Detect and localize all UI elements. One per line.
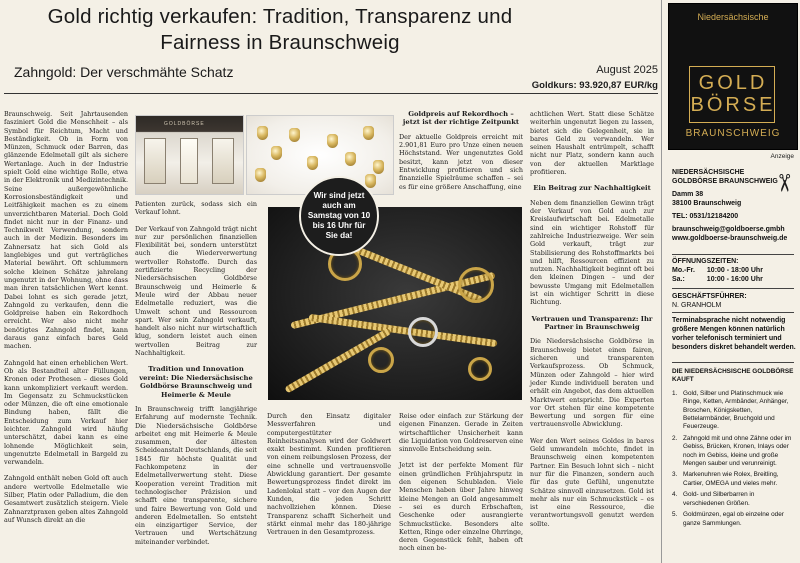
paragraph: Neben dem finanziellen Gewinn trägt der Verkauf von Gold auch zur Kreislaufwirtschaft bei. Edelmetalle sind ein wichtiger Rohstoff für zahlreiche Industriezweige. Wer sein Gold verkauft, trägt zur Stabilisierung des Rohstoffmarkts bei und hilft, Ressourcen effizient zu nutzen. Nachhaltigkeit beginnt oft bei den kleinen Dingen – und der bewusste Umgang mit Edelmetallen ist ein wichtiger Schritt in diese Richtung.	[530, 198, 654, 307]
hours-saturday-label: Sa.:	[672, 276, 685, 283]
hours-weekday-label: Mo.-Fr.	[672, 267, 695, 274]
article-column-6	[399, 412, 523, 561]
gold-price: Goldkurs: 93.920,87 EUR/kg	[531, 80, 658, 91]
paragraph: In Braunschweig trifft langjährige Erfahrung auf modernste Technik. Die Niedersächsische Goldbörse arbeitet eng mit Heimerle & Meule zusammen, der ältesten Scheideanstalt Deutschlands, die seit 1845 für höchste Qualität und Fachkompetenz in der Edelmetallverwertung steht. Diese Kooperation vereint Tradition mit technologischer Präzision und schafft eine transparente, sichere und faire Bewertung von Gold und anderen Edelmetallen. So entsteht ein einzigartiger Service, der Vertrauen und Wertschätzung miteinander verbindet.	[135, 404, 257, 546]
company-name-line1: NIEDERSÄCHSISCHE	[672, 169, 745, 176]
gold-tooth	[365, 174, 376, 188]
paragraph: Braunschweig. Seit Jahrtausenden fasziniert Gold die Menschheit – als Symbol für Reichtum, Macht und Beständigkeit. Ob in Form von Münzen, Schmuck oder Barren, das glänzende Edelmetall gilt als sichere Wertanlage. Auch in der Industrie spielt Gold eine wichtige Rolle, etwa in der Elektronik und Medizintechnik. Seine außergewöhnliche Korrosionsbeständigkeit und Leitfähigkeit machen es zu einem unverzichtbaren Material. Doch Gold findet nicht nur in der Finanz- und Technikwelt Verwendung, sondern auch in der Medizin. Besonders im Zahnersatz hat sich Gold als langlebiges und gut verträgliches Material bewährt. Oft schlummern solche kleinen Schätze jahrelang ungenutzt in der Wohnung, ohne dass man ihren tatsächlichen Wert kennt. Dabei lohnt es sich gerade jetzt, Zahngold zu verkaufen, denn die Goldpreise haben ein Rekordhoch erreicht. Wer also nicht mehr benötigtes Zahngold findet, kann daraus ganz einfach bares Geld machen.	[4, 110, 128, 351]
gf-name: N. GRANHOLM	[672, 302, 722, 309]
gold-tooth	[363, 126, 374, 140]
paragraph: Zahngold hat einen erheblichen Wert. Ob als Bestandteil alter Füllungen, Kronen oder Prothesen – dieses Gold kann unkompliziert verkauft werden. Im Gegensatz zu Schmuckstücken oder Münzen, die oft eine emotionale Bindung haben, fällt die Entscheidung zum Verkauf hier leichter. Zahngold wird häufig unterschätzt, dabei kann es eine lohnende Möglichkeit sein, ungenutzte Edelmetall in Bargeld zu verwandeln.	[4, 358, 128, 467]
column-divider	[661, 0, 662, 563]
gold-ring	[368, 347, 394, 373]
shop-window	[212, 138, 234, 184]
silver-ring	[408, 317, 438, 347]
logo-word-gold: GOLD	[698, 72, 768, 94]
gold-tooth	[289, 128, 300, 142]
appointment-note: Terminabsprache nicht notwendig größere Mengen können natürlich vorher telefonisch terminiert und besonders diskret behandelt werden.	[672, 317, 796, 351]
paragraph: Reise oder einfach zur Stärkung der eigenen Finanzen. Gerade in Zeiten wirtschaftlicher Unsicherheit kann die Liquidation von Goldreserven eine sinnvolle Entscheidung sein.	[399, 412, 523, 454]
paragraph: Wer den Wert seines Goldes in bares Geld umwandeln möchte, findet in Braunschweig einen kompetenten Partner. Ein Besuch lohnt sich – nicht nur für die Finanzen, sondern auch für das gute Gefühl, ungenutzte Schätze sinnvoll einzusetzen. Gold ist mehr als nur ein Schmuckstück – es ist eine Ressource, die verantwortungsvoll genutzt werden sollte.	[530, 436, 654, 528]
ad-divider	[672, 312, 794, 313]
logo-top-text: Niedersächsische	[697, 12, 769, 22]
header-rule	[4, 93, 658, 94]
subheadline: Zahngold: Der verschmähte Schatz	[14, 64, 234, 80]
item-text: Gold, Silber und Platinschmuck wie Ringe, Ketten, Armbänder, Anhänger, Broschen, Königsketten, Bettelarmbänder, Bruchgold und Feuerzeuge.	[683, 389, 789, 431]
buying-items	[672, 390, 796, 528]
city: 38100 Braunschweig	[672, 200, 742, 207]
logo-gold	[669, 72, 797, 116]
opening-hours	[672, 257, 796, 284]
item-number: 5.	[672, 511, 678, 519]
gold-tooth	[307, 156, 318, 170]
section-heading: Tradition und Innovation vereint: Die Niedersächsische Goldbörse Braunschweig und Heimerle & Meule	[139, 365, 253, 399]
paragraph: Zahngold enthält neben Gold oft auch andere wertvolle Edelmetalle wie Silber, Platin oder Palladium, die den Gesamtwert zusätzlich steigern. Viele Zahnarztpraxen geben altes Zahngold auf Wunsch direkt an die	[4, 474, 128, 524]
paragraph: Der Verkauf von Zahngold trägt nicht nur zur persönlichen finanziellen Flexibilität bei, sondern unterstützt auch die Wiederverwertung wertvoller Rohstoffe. Durch das zertifizierte Recycling der Niedersächsischen Goldbörse Braunschweig und Heimerle & Meule wird der Abbau neuer Edelmetalle reduziert, was die Umwelt schont und Ressourcen spart. Wer sein Zahngold verkauft, handelt also nicht nur wirtschaftlich klug, sondern leistet auch einen wertvollen Beitrag zur Nachhaltigkeit.	[135, 224, 257, 358]
ad-divider	[672, 254, 794, 255]
gold-tooth	[345, 152, 356, 166]
hours-saturday: 10:00 - 16:00 Uhr	[706, 276, 763, 283]
item-number: 2.	[672, 434, 678, 442]
item-number: 4.	[672, 491, 678, 499]
buying-title: DIE NIEDERSÄCHSISCHE GOLDBÖRSE KAUFT	[672, 368, 794, 384]
paragraph: achtlichen Wert. Statt diese Schätze weiterhin ungenutzt liegen zu lassen, bietet sich die Gelegenheit, sie in bares Geld zu verwandeln. Wer seinen Haushalt entrümpelt, schafft nicht nur Platz, sondern kann auch von der aktuellen Marktlage profitieren.	[530, 110, 654, 177]
company-name-line2: GOLDBÖRSE BRAUNSCHWEIG	[672, 178, 778, 185]
hours-saturday-row	[672, 275, 796, 284]
hours-weekday-row	[672, 266, 796, 275]
shop-front-photo	[135, 115, 244, 195]
ad-company	[672, 168, 796, 243]
managing-director	[672, 292, 796, 310]
gold-tooth	[271, 146, 282, 160]
website-link[interactable]: www.goldboerse-braunschweig.de	[672, 235, 788, 242]
paragraph: Der aktuelle Goldpreis erreicht mit 2.901,81 Euro pro Unze einen neuen Höchststand. Wer ungenutztes Gold besitzt, kann jetzt von dieser Entwicklung profitieren und sich finanzielle Spielräume schaffen – sei es für eine größere Anschaffung, eine	[399, 132, 523, 191]
shop-door	[180, 138, 198, 184]
article-column-1	[4, 110, 128, 532]
street: Damm 38	[672, 191, 704, 198]
gold-ring	[468, 357, 492, 381]
section-heading: Ein Beitrag zur Nachhaltigkeit	[533, 184, 651, 193]
headline-line-2: Fairness in Braunschweig	[160, 31, 400, 54]
ad-divider	[672, 288, 794, 289]
logo-city: BRAUNSCHWEIG	[685, 128, 781, 139]
item-text: Zahngold mit und ohne Zähne oder im Gebiss, Brücken, Kronen, Inlays oder noch im Gebiss, kleine und große Mengen sauber und verunreinigt.	[683, 434, 792, 468]
gold-tooth	[257, 126, 268, 140]
list-item	[672, 491, 796, 508]
gold-tooth	[255, 168, 266, 182]
item-text: Markenuhren wie Rolex, Breitling, Cartier, OMEGA und vieles mehr.	[683, 471, 779, 487]
gold-tooth	[327, 134, 338, 148]
badge-text: Wir sind jetzt auch am Samstag von 10 bis 16 Uhr für Sie da!	[307, 191, 371, 240]
logo-word-boerse: BÖRSE	[690, 94, 776, 116]
issue-date: August 2025	[596, 64, 658, 76]
section-heading: Goldpreis auf Rekordhoch – jetzt ist der richtige Zeitpunkt	[402, 110, 520, 127]
shop-sign: GOLDBÖRSE	[164, 121, 205, 127]
gold-chain	[308, 314, 497, 347]
phone[interactable]: TEL: 0531/12184200	[672, 213, 739, 220]
article-column-5	[267, 412, 391, 544]
gold-tooth	[373, 160, 384, 174]
list-item	[672, 511, 796, 528]
paragraph: Durch den Einsatz digitaler Messverfahren und computergestützter Reinheitsanalysen wird der Goldwert exakt bestimmt. Kunden profitieren von einem reibungslosen Prozess, der eine schnelle und vertrauensvolle Abwicklung garantiert. Der gesamte Bewertungsprozess findet direkt im Ladenlokal statt – vor den Augen der Kunden, die jeden Schritt nachvollziehen können. Diese Transparenz schafft Sicherheit und stärkt einmal mehr das 180-jährige Vertrauen in den Gesamtprozess.	[267, 412, 391, 537]
shop-window	[144, 138, 166, 184]
gf-title: GESCHÄFTSFÜHRER:	[672, 293, 747, 300]
list-item	[672, 390, 796, 432]
hours-title: ÖFFNUNGSZEITEN:	[672, 258, 739, 265]
section-heading: Vertrauen und Transparenz: Ihr Partner in Braunschweig	[531, 314, 653, 332]
item-number: 1.	[672, 389, 678, 397]
buying-list	[672, 368, 796, 531]
paragraph: Jetzt ist der perfekte Moment für einen gründlichen Frühjahrsputz in den eigenen Schubladen. Viele Menschen haben über Jahre hinweg kleine Mengen an Gold angesammelt – sei es durch Erbschaften, Geschenke oder ausrangierte Schmuckstücke. Besonders alte Ketten, Ringe oder einzelne Ohrringe, deren Gegenstück fehlt, haben oft noch einen be-	[399, 461, 523, 553]
item-text: Goldmünzen, egal ob einzelne oder ganze Sammlungen.	[683, 511, 784, 527]
paragraph: Patienten zurück, sodass sich ein Verkauf lohnt.	[135, 200, 257, 217]
paragraph: Die Niedersächsische Goldbörse in Braunschweig bietet einen fairen, sicheren und transparenten Verkaufsprozess. Ob Schmuck, Münzen oder Zahngold – hier wird jeder Kunde individuell beraten und erhält ein Angebot, das dem aktuellen Marktwert entspricht. Die Experten vor Ort stehen für eine kompetente Bewertung und sorgen für eine vertrauensvolle Abwicklung.	[530, 337, 654, 429]
scissors-icon: ✂	[770, 172, 798, 194]
hours-weekday: 10:00 - 18:00 Uhr	[706, 267, 763, 274]
email-link[interactable]: braunschweig@goldboerse.gmbh	[672, 226, 785, 233]
ad-label: Anzeige	[770, 153, 794, 160]
article-column-2	[135, 200, 257, 554]
headline-line-1: Gold richtig verkaufen: Tradition, Transparenz und	[47, 5, 513, 28]
gold-ring	[458, 267, 494, 303]
list-item	[672, 471, 796, 488]
saturday-hours-badge	[299, 176, 379, 256]
ad-divider	[672, 362, 794, 363]
goldboerse-logo	[668, 3, 798, 150]
list-item	[672, 435, 796, 469]
article-column-3	[399, 110, 523, 199]
article-column-4	[530, 110, 654, 536]
item-number: 3.	[672, 471, 678, 479]
item-text: Gold- und Silberbarren in verschiedenen Größen.	[683, 491, 755, 507]
headline	[6, 4, 554, 56]
